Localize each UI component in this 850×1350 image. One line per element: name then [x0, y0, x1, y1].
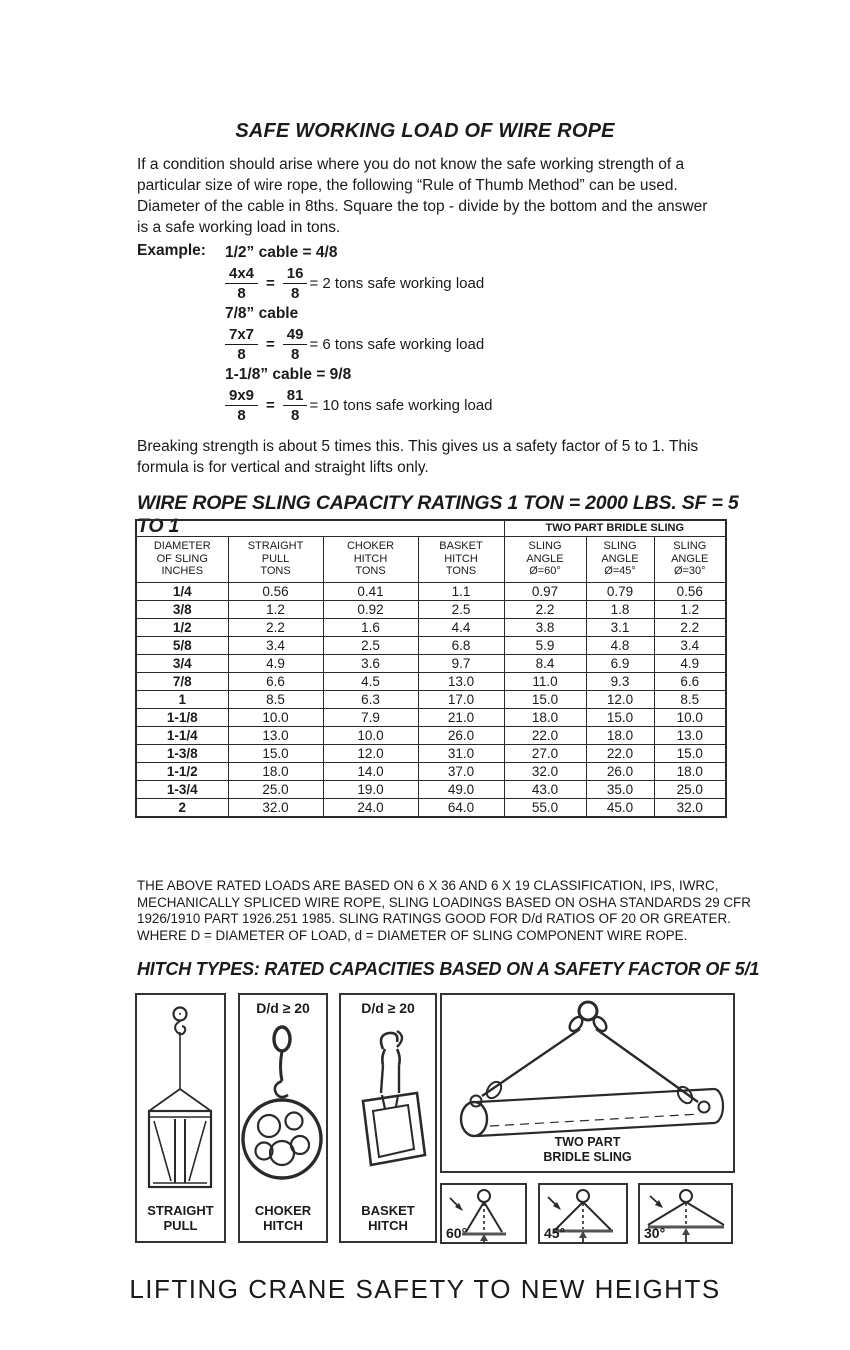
capacity-cell: 1.1	[418, 582, 504, 600]
capacity-cell: 15.0	[586, 708, 654, 726]
capacity-cell: 18.0	[586, 726, 654, 744]
capacity-cell: 5.9	[504, 636, 586, 654]
capacity-cell: 3.4	[654, 636, 726, 654]
hitch-types-title: HITCH TYPES: RATED CAPACITIES BASED ON A SAFETY FACTOR OF 5/1	[137, 959, 760, 979]
bridle-sling-figure	[440, 993, 735, 1173]
capacity-cell: 3.6	[323, 654, 418, 672]
equals-sign: =	[266, 335, 275, 353]
fraction-numerator: 81	[283, 387, 308, 406]
straight-pull-caption: STRAIGHT PULL	[147, 1203, 214, 1233]
diameter-cell: 7/8	[136, 672, 228, 690]
diameter-cell: 1-3/4	[136, 780, 228, 798]
column-header: DIAMETER OF SLING INCHES	[136, 536, 228, 582]
capacity-cell: 26.0	[586, 762, 654, 780]
capacity-cell: 35.0	[586, 780, 654, 798]
capacity-cell: 21.0	[418, 708, 504, 726]
diameter-cell: 1-3/8	[136, 744, 228, 762]
capacity-cell: 1.8	[586, 600, 654, 618]
straight-pull-illustration-icon	[137, 1001, 223, 1201]
fraction-denominator: 8	[237, 345, 246, 363]
formula-result: = 6 tons safe working load	[309, 335, 485, 353]
capacity-cell: 1.2	[654, 600, 726, 618]
capacity-cell: 19.0	[323, 780, 418, 798]
capacity-cell: 3.4	[228, 636, 323, 654]
capacity-cell: 12.0	[323, 744, 418, 762]
straight-pull-figure	[135, 993, 226, 1243]
capacity-cell: 15.0	[504, 690, 586, 708]
capacity-cell: 9.3	[586, 672, 654, 690]
choker-hitch-caption: CHOKER HITCH	[254, 1203, 312, 1233]
diameter-cell: 1-1/4	[136, 726, 228, 744]
capacity-cell: 1.6	[323, 618, 418, 636]
page-title: SAFE WORKING LOAD OF WIRE ROPE	[235, 120, 615, 142]
capacity-cell: 0.79	[586, 582, 654, 600]
capacity-cell: 17.0	[418, 690, 504, 708]
formula-result: = 10 tons safe working load	[309, 396, 493, 414]
table-row	[136, 582, 726, 600]
column-header: SLING ANGLE Ø=30°	[654, 536, 726, 582]
capacity-cell: 32.0	[228, 798, 323, 817]
capacity-cell: 25.0	[228, 780, 323, 798]
choker-dd-ratio-label: D/d ≥ 20	[256, 1000, 310, 1016]
fraction	[225, 265, 258, 302]
sling-angle-60-figure	[440, 1183, 527, 1244]
column-header: BASKET HITCH TONS	[418, 536, 504, 582]
example-block	[225, 242, 705, 425]
table-row	[136, 600, 726, 618]
equals-sign: =	[266, 396, 275, 414]
capacity-cell: 12.0	[586, 690, 654, 708]
capacity-cell: 18.0	[504, 708, 586, 726]
capacity-cell: 18.0	[228, 762, 323, 780]
diameter-cell: 1/4	[136, 582, 228, 600]
capacity-table-title: WIRE ROPE SLING CAPACITY RATINGS 1 TON = 2000 LBS. SF = 5 TO 1	[137, 492, 739, 537]
capacity-table-head	[136, 520, 726, 582]
choker-hitch-illustration-icon	[240, 1021, 325, 1201]
capacity-cell: 8.5	[654, 690, 726, 708]
intro-paragraph: If a condition should arise where you do not know the safe working strength of a particular size of wire rope, the following “Rule of Thumb Method” can be used. Diameter of the cable in 8ths. Square the top - divide by the bottom and the answer is a safe working load in tons.	[137, 156, 708, 236]
table-row	[136, 636, 726, 654]
capacity-cell: 0.56	[228, 582, 323, 600]
angle-label-60: 60°	[446, 1225, 468, 1241]
capacity-cell: 15.0	[654, 744, 726, 762]
capacity-cell: 26.0	[418, 726, 504, 744]
diameter-cell: 3/8	[136, 600, 228, 618]
capacity-cell: 1.2	[228, 600, 323, 618]
basket-hitch-illustration-icon	[341, 1021, 434, 1201]
capacity-cell: 10.0	[323, 726, 418, 744]
formula-result: = 2 tons safe working load	[309, 274, 485, 292]
capacity-cell: 7.9	[323, 708, 418, 726]
capacity-cell: 27.0	[504, 744, 586, 762]
choker-hitch-figure	[238, 993, 328, 1243]
diameter-cell: 1-1/2	[136, 762, 228, 780]
capacity-cell: 0.97	[504, 582, 586, 600]
capacity-cell: 6.8	[418, 636, 504, 654]
fraction-numerator: 7x7	[225, 326, 258, 345]
capacity-cell: 6.6	[228, 672, 323, 690]
column-header: SLING ANGLE Ø=60°	[504, 536, 586, 582]
fraction	[225, 326, 258, 363]
capacity-cell: 0.92	[323, 600, 418, 618]
capacity-cell: 4.8	[586, 636, 654, 654]
capacity-cell: 2.2	[504, 600, 586, 618]
table-row	[136, 798, 726, 817]
diameter-cell: 3/4	[136, 654, 228, 672]
group-header-label: TWO PART BRIDLE SLING	[504, 520, 726, 536]
capacity-cell: 15.0	[228, 744, 323, 762]
equals-sign: =	[266, 274, 275, 292]
capacity-cell: 45.0	[586, 798, 654, 817]
column-header: CHOKER HITCH TONS	[323, 536, 418, 582]
capacity-cell: 10.0	[654, 708, 726, 726]
bridle-sling-caption: TWO PART BRIDLE SLING	[543, 1135, 632, 1164]
fraction-numerator: 16	[283, 265, 308, 284]
capacity-table	[135, 519, 727, 818]
capacity-cell: 4.4	[418, 618, 504, 636]
fraction-denominator: 8	[237, 406, 246, 424]
footer-slogan: LIFTING CRANE SAFETY TO NEW HEIGHTS	[129, 1274, 721, 1304]
table-row	[136, 654, 726, 672]
capacity-cell: 22.0	[504, 726, 586, 744]
example-formula-1	[225, 263, 705, 303]
diameter-cell: 1/2	[136, 618, 228, 636]
column-header: SLING ANGLE Ø=45°	[586, 536, 654, 582]
capacity-cell: 6.9	[586, 654, 654, 672]
table-row	[136, 708, 726, 726]
diameter-cell: 2	[136, 798, 228, 817]
diameter-cell: 1	[136, 690, 228, 708]
table-row	[136, 672, 726, 690]
capacity-cell: 4.9	[228, 654, 323, 672]
fraction	[283, 265, 308, 302]
capacity-cell: 0.41	[323, 582, 418, 600]
sling-angle-30-figure	[638, 1183, 733, 1244]
capacity-cell: 0.56	[654, 582, 726, 600]
bridle-sling-illustration-icon	[442, 998, 732, 1143]
capacity-cell: 32.0	[654, 798, 726, 817]
example-formula-3	[225, 385, 705, 425]
capacity-cell: 31.0	[418, 744, 504, 762]
capacity-cell: 4.5	[323, 672, 418, 690]
capacity-cell: 8.4	[504, 654, 586, 672]
capacity-cell: 2.5	[418, 600, 504, 618]
capacity-cell: 14.0	[323, 762, 418, 780]
column-header: STRAIGHT PULL TONS	[228, 536, 323, 582]
capacity-cell: 6.6	[654, 672, 726, 690]
sling-angle-45-figure	[538, 1183, 628, 1244]
table-row	[136, 762, 726, 780]
table-row	[136, 618, 726, 636]
capacity-cell: 18.0	[654, 762, 726, 780]
diameter-cell: 5/8	[136, 636, 228, 654]
fraction	[283, 326, 308, 363]
capacity-cell: 11.0	[504, 672, 586, 690]
example-formula-2	[225, 324, 705, 364]
group-header-empty	[136, 520, 504, 536]
capacity-cell: 22.0	[586, 744, 654, 762]
example-heading-1: 1/2” cable = 4/8	[225, 244, 338, 261]
capacity-cell: 43.0	[504, 780, 586, 798]
capacity-cell: 9.7	[418, 654, 504, 672]
basket-dd-ratio-label: D/d ≥ 20	[361, 1000, 415, 1016]
fraction	[283, 387, 308, 424]
example-heading-2: 7/8” cable	[225, 305, 299, 322]
capacity-cell: 4.9	[654, 654, 726, 672]
fraction-denominator: 8	[290, 406, 300, 424]
group-header-row	[136, 520, 726, 536]
capacity-cell: 3.8	[504, 618, 586, 636]
capacity-cell: 24.0	[323, 798, 418, 817]
angle-label-45: 45°	[544, 1225, 566, 1241]
rated-loads-notes: THE ABOVE RATED LOADS ARE BASED ON 6 X 36 AND 6 X 19 CLASSIFICATION, IPS, IWRC, MECHANICALLY SPLICED WIRE ROPE, SLING LOADINGS BASED ON OSHA STANDARDS 29 CFR 1926/1910 PART 1926.251 1985. SLING RATINGS GOOD FOR D/d RATIOS OF 20 OR GREATER. WHERE D = DIAMETER OF LOAD, d = DIAMETER OF SLING COMPONENT WIRE ROPE.	[137, 878, 751, 943]
fraction-denominator: 8	[237, 284, 246, 302]
table-row	[136, 744, 726, 762]
breaking-strength-note: Breaking strength is about 5 times this. This gives us a safety factor of 5 to 1. This formula is for vertical and straight lifts only.	[137, 438, 699, 476]
angle-label-30: 30°	[644, 1225, 666, 1241]
fraction	[225, 387, 258, 424]
table-row	[136, 690, 726, 708]
capacity-cell: 55.0	[504, 798, 586, 817]
column-header-row	[136, 536, 726, 582]
basket-hitch-figure	[339, 993, 437, 1243]
fraction-numerator: 4x4	[225, 265, 258, 284]
capacity-cell: 64.0	[418, 798, 504, 817]
capacity-cell: 13.0	[228, 726, 323, 744]
capacity-cell: 10.0	[228, 708, 323, 726]
capacity-cell: 3.1	[586, 618, 654, 636]
capacity-cell: 25.0	[654, 780, 726, 798]
fraction-denominator: 8	[290, 345, 300, 363]
capacity-cell: 2.2	[654, 618, 726, 636]
example-heading-3: 1-1/8” cable = 9/8	[225, 366, 352, 383]
capacity-cell: 32.0	[504, 762, 586, 780]
fraction-numerator: 49	[283, 326, 308, 345]
table-row	[136, 726, 726, 744]
diameter-cell: 1-1/8	[136, 708, 228, 726]
basket-hitch-caption: BASKET HITCH	[361, 1203, 415, 1233]
capacity-cell: 49.0	[418, 780, 504, 798]
capacity-cell: 6.3	[323, 690, 418, 708]
capacity-cell: 13.0	[418, 672, 504, 690]
capacity-table-body	[136, 582, 726, 817]
capacity-cell: 37.0	[418, 762, 504, 780]
capacity-cell: 2.5	[323, 636, 418, 654]
capacity-cell: 13.0	[654, 726, 726, 744]
table-row	[136, 780, 726, 798]
fraction-numerator: 9x9	[225, 387, 258, 406]
example-label: Example:	[137, 242, 206, 259]
fraction-denominator: 8	[290, 284, 300, 302]
capacity-cell: 2.2	[228, 618, 323, 636]
capacity-cell: 8.5	[228, 690, 323, 708]
